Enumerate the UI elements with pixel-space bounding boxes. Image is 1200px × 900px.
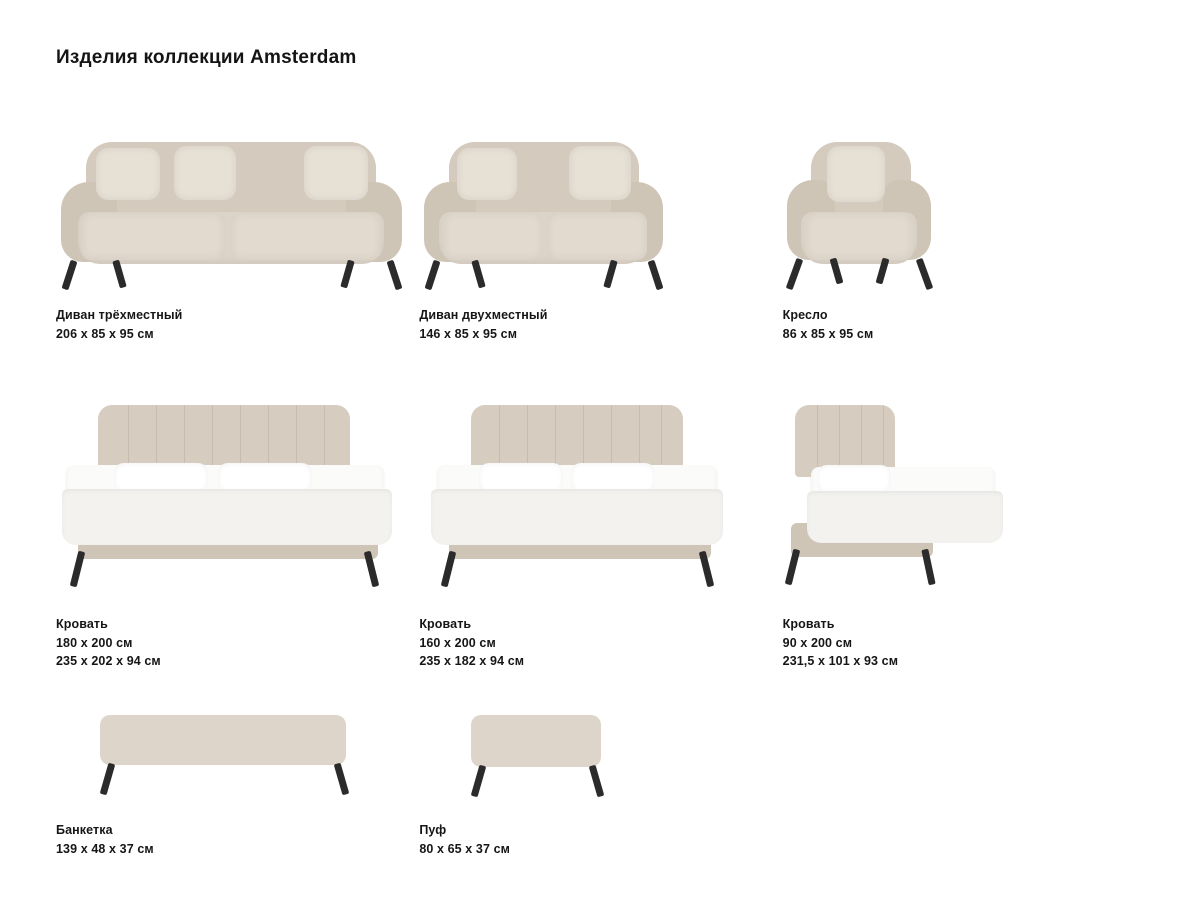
product-name: Кровать — [56, 617, 108, 631]
product-row-1 — [56, 120, 1146, 340]
product-card-bench — [56, 705, 419, 865]
product-card-empty — [783, 705, 1146, 865]
product-caption — [419, 823, 782, 856]
bed-illustration — [56, 405, 419, 595]
three-seat-sofa-illustration — [56, 120, 419, 280]
pouf-illustration — [419, 705, 782, 805]
product-name: Пуф — [419, 823, 447, 837]
product-row-2 — [56, 405, 1146, 668]
product-caption — [56, 617, 419, 668]
product-caption — [783, 308, 1146, 341]
product-dimension: 90 x 200 см — [782, 636, 853, 650]
product-name: Кровать — [782, 617, 835, 631]
single-bed-illustration — [783, 405, 1146, 595]
page-title: Изделия коллекции Amsterdam — [56, 47, 357, 68]
product-name: Кровать — [419, 617, 472, 631]
product-caption — [419, 308, 782, 341]
product-card-bed-90 — [782, 405, 1146, 668]
product-card-sofa-3seat — [56, 120, 419, 340]
product-name: Кресло — [782, 308, 828, 322]
product-dimension-overall: 235 x 202 x 94 см — [56, 654, 161, 668]
product-name: Диван трёхместный — [56, 308, 183, 322]
product-dimension-overall: 235 x 182 x 94 см — [419, 654, 525, 668]
bed-illustration — [419, 405, 782, 595]
product-caption — [56, 308, 419, 341]
product-card-pouf — [419, 705, 782, 865]
product-dimension: 160 x 200 см — [419, 636, 496, 650]
product-dimension: 80 x 65 x 37 см — [419, 842, 511, 856]
product-caption — [56, 823, 419, 856]
two-seat-sofa-illustration — [419, 120, 782, 280]
product-name: Диван двухместный — [419, 308, 548, 322]
product-row-3 — [56, 705, 1146, 865]
product-card-sofa-2seat — [419, 120, 782, 340]
product-dimension-overall: 231,5 x 101 x 93 см — [782, 654, 899, 668]
armchair-illustration — [783, 120, 1146, 280]
product-dimension: 180 x 200 см — [56, 636, 133, 650]
product-grid — [56, 120, 1146, 865]
product-dimension: 146 x 85 x 95 см — [419, 327, 518, 341]
product-caption — [783, 617, 1146, 668]
product-card-bed-160 — [419, 405, 782, 668]
bench-illustration — [56, 705, 419, 805]
product-name: Банкетка — [56, 823, 113, 837]
product-card-bed-180 — [56, 405, 419, 668]
product-dimension: 206 x 85 x 95 см — [56, 327, 154, 341]
product-dimension: 86 x 85 x 95 см — [782, 327, 874, 341]
product-card-armchair — [783, 120, 1146, 340]
product-caption — [419, 617, 782, 668]
product-dimension: 139 x 48 x 37 см — [56, 842, 154, 856]
